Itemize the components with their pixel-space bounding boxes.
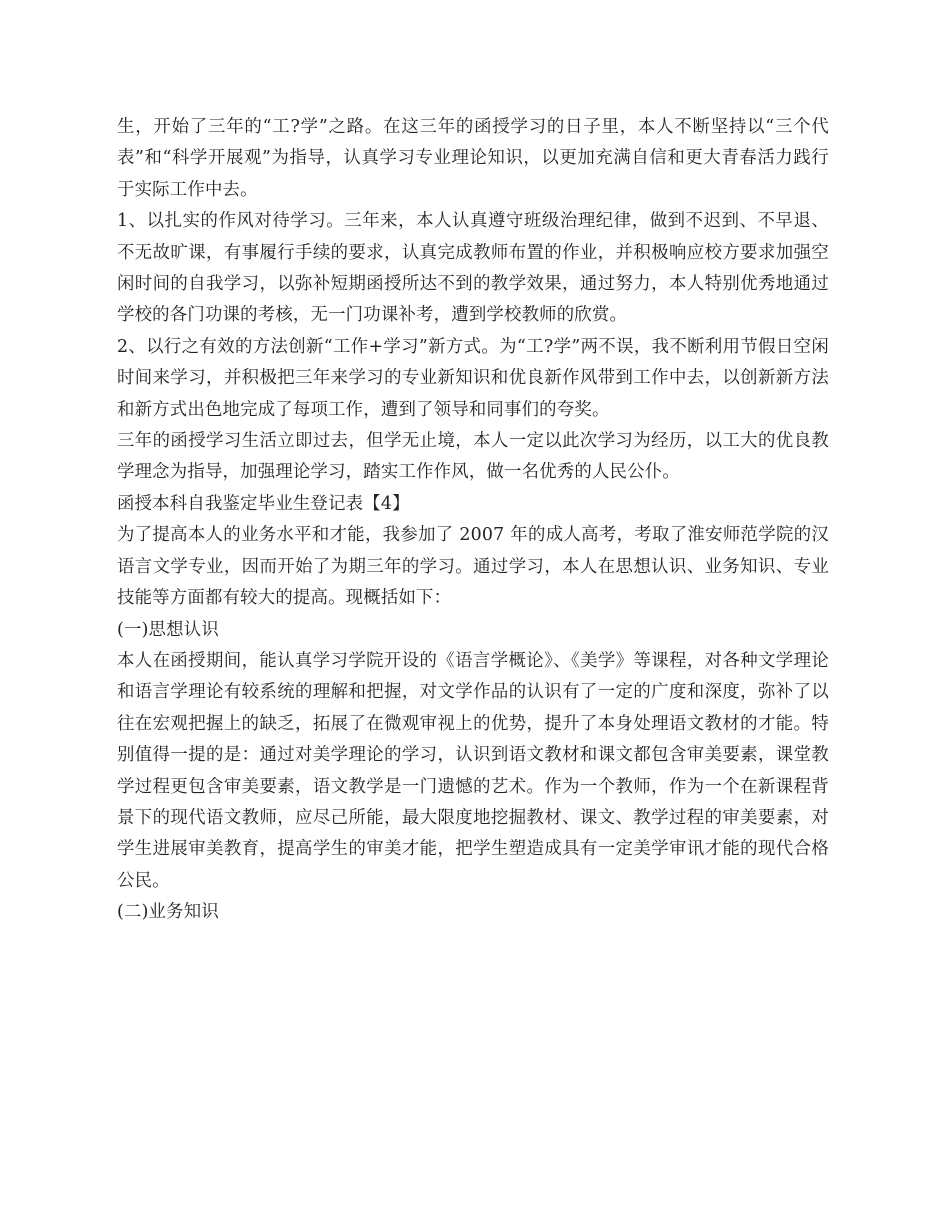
paragraph-6: 本人在函授期间，能认真学习学院开设的《语言学概论》、《美学》等课程，对各种文学理论和语言学理论有较系统的理解和把握，对文学作品的认识有了一定的广度和深度，弥补了以往在宏观把握上的缺乏，拓展了在微观审视上的优势，提升了本身处理语文教材的才能。特别值得一提的是：通过对美学理论的学习，认识到语文教材和课文都包含审美要素，课堂教学过程更包含审美要素，语文教学是一门遗憾的艺术。作为一个教师，作为一个在新课程背景下的现代语文教师，应尽己所能，最大限度地挖掘教材、课文、教学过程的审美要素，对学生进展审美教育，提高学生的审美才能，把学生塑造成具有一定美学审讯才能的现代合格公民。	[117, 650, 829, 891]
paragraph-2: 1、以扎实的作风对待学习。三年来，本人认真遵守班级治理纪律，做到不迟到、不早退、不无故旷课，有事履行手续的要求，认真完成教师布置的作业，并积极响应校方要求加强空闲时间的自我学习，以弥补短期函授所达不到的教学效果，通过努力，本人特别优秀地通过学校的各门功课的考核，无一门功课补考，遭到学校教师的欣赏。	[117, 211, 829, 326]
paragraph-3: 2、以行之有效的方法创新“工作+学习”新方式。为“工?学”两不误，我不断利用节假日空闲时间来学习，并积极把三年来学习的专业新知识和优良新作风带到工作中去，以创新新方法和新方式出色地完成了每项工作，遭到了领导和同事们的夸奖。	[117, 336, 829, 420]
subheading-business-knowledge: (二)业务知识	[117, 902, 219, 923]
section-heading-4: 函授本科自我鉴定毕业生登记表【4】	[117, 493, 410, 514]
paragraph-4: 三年的函授学习生活立即过去，但学无止境，本人一定以此次学习为经历，以工大的优良教学理念为指导，加强理论学习，踏实工作作风，做一名优秀的人民公仆。	[117, 431, 829, 483]
subheading-thought: (一)思想认识	[117, 619, 219, 640]
paragraph-5: 为了提高本人的业务水平和才能，我参加了 2007 年的成人高考，考取了淮安师范学院的汉语言文学专业，因而开始了为期三年的学习。通过学习，本人在思想认识、业务知识、专业技能等方面都有较大的提高。现概括如下：	[117, 525, 829, 609]
document-body	[117, 112, 829, 929]
paragraph-1: 生，开始了三年的“工?学”之路。在这三年的函授学习的日子里，本人不断坚持以“三个代表”和“科学开展观”为指导，认真学习专业理论知识，以更加充满自信和更大青春活力践行于实际工作中去。	[117, 117, 829, 200]
